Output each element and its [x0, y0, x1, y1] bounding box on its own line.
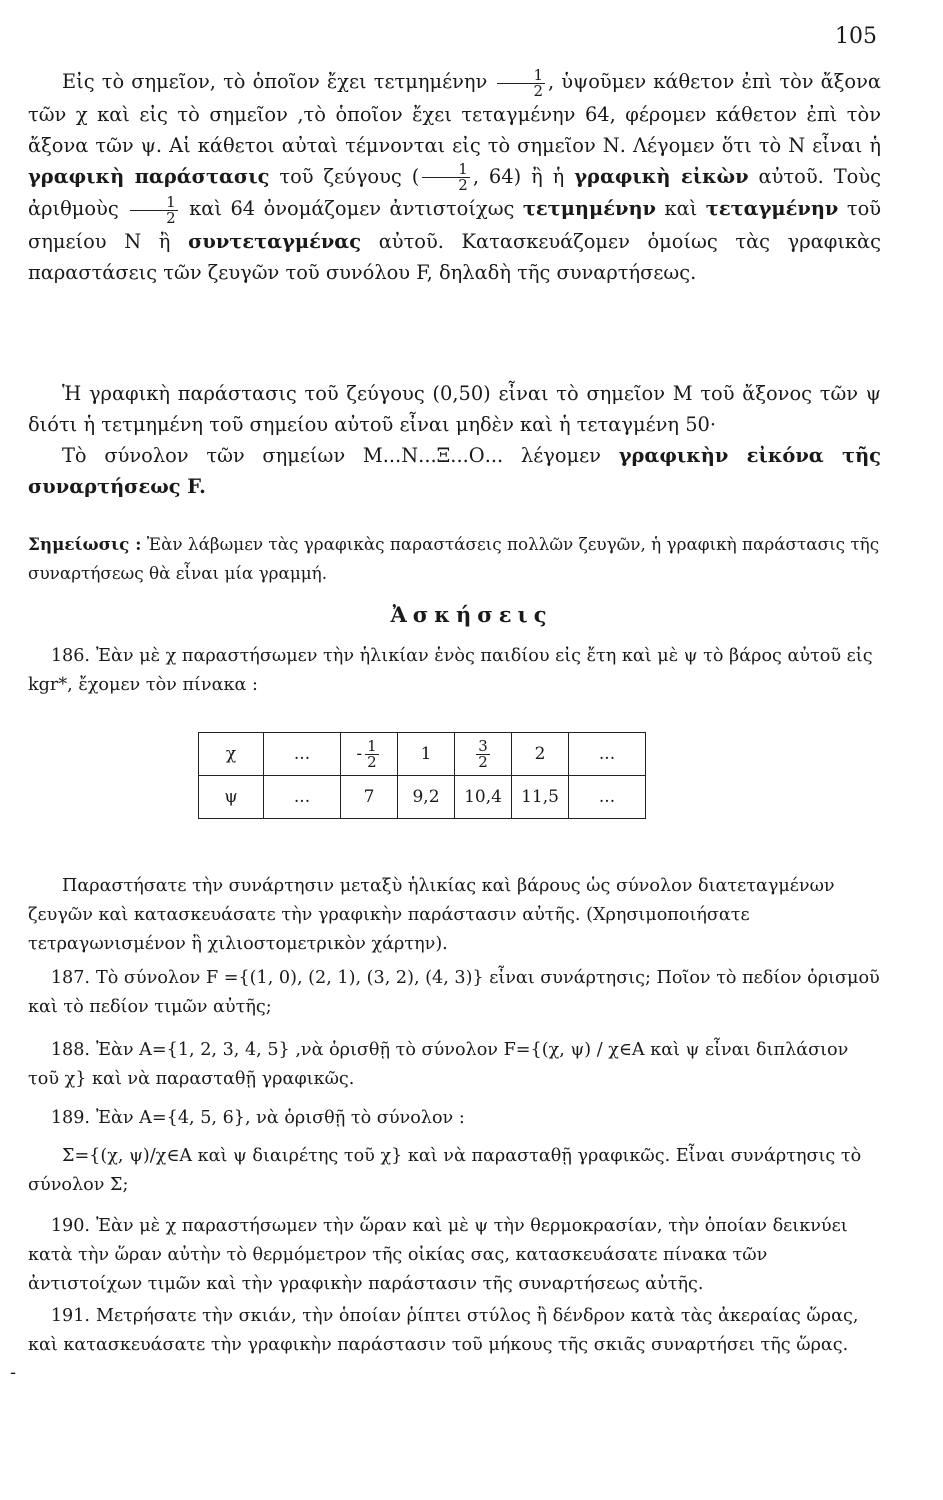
note-text: Ἐὰν λάβωμεν τὰς γραφικὰς παραστάσεις πολλῶν ζευγῶν, ἡ γραφικὴ παράστασις τῆς συναρτήσεως θὰ εἶναι μία γραμμή. [28, 534, 880, 583]
exercise-186-instructions: Παραστήσατε τὴν συνάρτησιν μεταξὺ ἡλικίας καὶ βάρους ὡς σύνολον διατεταγμένων ζευγῶν καὶ κατασκευάσατε τὴν γραφικὴν παράστασιν αὐτῆς. (Χρησιμοποιήσατε τετραγωνισμένον ἢ χιλιοστομετρικὸν χάρτην). [28, 876, 835, 954]
exercise-187: 187. Τὸ σύνολον F ={(1, 0), (2, 1), (3, 2), (4, 3)} εἶναι συνάρτησις; Ποῖον τὸ πεδίον ὁρισμοῦ καὶ τὸ πεδίον τιμῶν αὐτῆς; [28, 964, 881, 1022]
table-cell: ... [264, 776, 341, 819]
term-coordinates: συντεταγμένας [188, 229, 362, 253]
margin-mark: - [10, 1362, 17, 1383]
exercise-186: 186. Ἐὰν μὲ χ παραστήσωμεν τὴν ἡλικίαν ἑνὸς παιδίου εἰς ἔτη καὶ μὲ ψ τὸ βάρος αὐτοῦ εἰς kgr*, ἔχομεν τὸν πίνακα : [28, 642, 881, 700]
table-row-x [199, 733, 646, 776]
paragraph-point-m: Ἡ γραφικὴ παράστασις τοῦ ζεύγους (0,50) εἶναι τὸ σημεῖον Μ τοῦ ἄξονος τῶν ψ διότι ἡ τετμημένη τοῦ σημείου αὐτοῦ εἶναι μηδὲν καὶ ἡ τεταγμένη 50· [28, 382, 881, 436]
exercise-191: 191. Μετρήσατε τὴν σκιάν, τὴν ὁποίαν ῥίπτει στύλος ἢ δένδρον κατὰ τὰς ἀκεραίας ὥρας, καὶ κατασκευάσατε τὴν γραφικὴν παράστασιν τοῦ μήκους τῆς σκιᾶς συναρτήσει τῆς ὥρας. [28, 1302, 881, 1360]
table-cell-fraction: $\frac{3}{2}$ [455, 733, 512, 776]
page-number: 105 [835, 24, 877, 49]
exercise-number: 189. [50, 1108, 90, 1128]
table-cell: ψ [199, 776, 264, 819]
table-cell: ... [569, 733, 646, 776]
table-cell: 7 [341, 776, 398, 819]
exercise-number: 191. [50, 1306, 90, 1326]
table-cell: ... [569, 776, 646, 819]
table-cell: 11,5 [512, 776, 569, 819]
exercise-190: 190. Ἐὰν μὲ χ παραστήσωμεν τὴν ὥραν καὶ μὲ ψ τὴν θερμοκρασίαν, τὴν ὁποίαν δεικνύει κατὰ τὴν ὥραν αὐτὴν τὸ θερμόμετρον τῆς οἰκίας σας, κατασκευάσατε πίνακα τῶν ἀντιστοίχων τιμῶν καὶ τὴν γραφικὴν παράστασιν τῆς συναρτήσεως αὐτῆς. [28, 1212, 881, 1299]
fraction-one-half: $\frac{1}{2}$ [422, 162, 470, 193]
exercise-number: 190. [50, 1216, 90, 1236]
table-cell: ... [264, 733, 341, 776]
table-cell: χ [199, 733, 264, 776]
fraction-one-half: $\frac{1}{2}$ [497, 68, 545, 99]
table-cell: 1 [398, 733, 455, 776]
term-graphic-representation: γραφικὴ παράστασις [28, 164, 270, 188]
paragraph-graphic-image: Τὸ σύνολον τῶν σημείων Μ...Ν...Ξ...Ο... λέγομεν γραφικὴν εἰκόνα τῆς συναρτήσεως F. [28, 444, 881, 498]
table-cell: 9,2 [398, 776, 455, 819]
table-cell: 2 [512, 733, 569, 776]
fraction-one-half: $\frac{1}{2}$ [130, 195, 178, 226]
exercise-number: 186. [50, 646, 90, 666]
paragraph-graph-point: Εἰς τὸ σημεῖον, τὸ ὁποῖον ἔχει τετμημένην $\frac{1}{2}$ , ὑψοῦμεν κάθετον ἐπὶ τὸν ἄξονα τῶν χ καὶ εἰς τὸ σημεῖον ,τὸ ὁποῖον ἔχει τεταγμένην 64, φέρομεν κάθετον ἐπὶ τὸν ἄξονα τῶν ψ. Αἱ κάθετοι αὐταὶ τέμνονται εἰς τὸ σημεῖον Ν. Λέγομεν ὅτι τὸ Ν εἶναι ἡ γραφικὴ παράστασις τοῦ ζεύγους ( $\frac{1}{2}$ , 64) ἢ ἡ γραφικὴ εἰκὼν αὐτοῦ. Τοὺς ἀριθμοὺς $\frac{1}{2}$ καὶ 64 ὀνομάζομεν ἀντιστοίχως τετμημένην καὶ τεταγμένην τοῦ σημείου Ν ἢ συντεταγμένας αὐτοῦ. Κατασκευάζομεν ὁμοίως τὰς γραφικὰς παραστάσεις τῶν ζευγῶν τοῦ συνόλου F, δηλαδὴ τῆς συναρτήσεως. [28, 65, 882, 284]
table-cell: 10,4 [455, 776, 512, 819]
exercise-189-set: Σ={(χ, ψ)/χ∈A καὶ ψ διαιρέτης τοῦ χ} καὶ νὰ παρασταθῇ γραφικῶς. Εἶναι συνάρτησις τὸ σύνολον Σ; [28, 1146, 862, 1195]
exercise-number: 188. [50, 1040, 90, 1060]
exercise-number: 187. [50, 968, 90, 988]
term-function-graph: γραφικὴν εἰκόνα τῆς συναρτήσεως F. [28, 444, 881, 498]
exercises-heading: Ἀσκήσεις [390, 602, 553, 627]
age-weight-table [198, 732, 646, 819]
term-graphic-image: γραφικὴ εἰκὼν [574, 164, 749, 188]
note [28, 530, 881, 588]
table-row-y [199, 776, 646, 819]
term-ordinate: τεταγμένην [705, 197, 839, 220]
term-abscissa: τετμημένην [522, 197, 657, 220]
exercise-188: 188. Ἐὰν A={1, 2, 3, 4, 5} ,νὰ ὁρισθῇ τὸ σύνολον F={(χ, ψ) / χ∈A καὶ ψ εἶναι διπλάσιον τοῦ χ} καὶ νὰ παρασταθῇ γραφικῶς. [28, 1036, 881, 1094]
exercise-189: 189. Ἐὰν A={4, 5, 6}, νὰ ὁρισθῇ τὸ σύνολον : [28, 1104, 881, 1133]
table-cell-fraction: - $\frac{1}{2}$ [341, 733, 398, 776]
note-label: Σημείωσις : [28, 534, 142, 554]
